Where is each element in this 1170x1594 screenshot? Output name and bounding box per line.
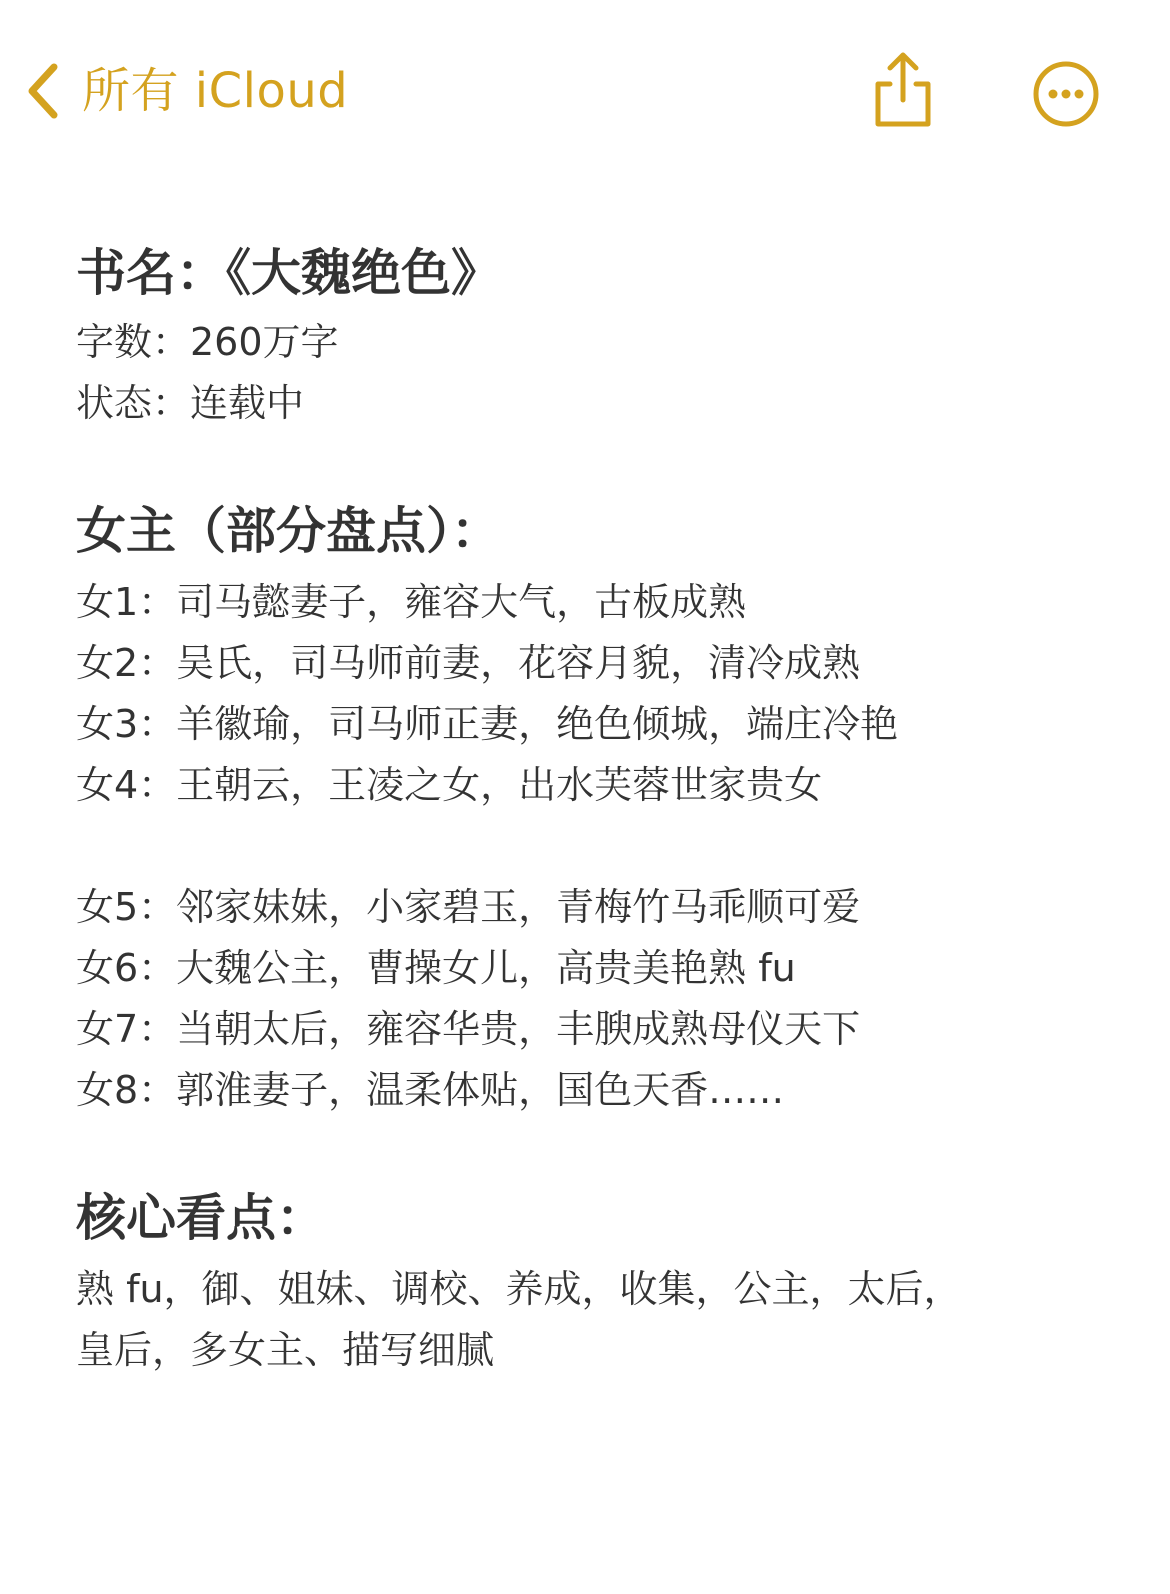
- heroine-line: 女8：郭淮妻子，温柔体贴，国色天香……: [76, 1068, 785, 1112]
- highlights-heading: 核心看点：: [76, 1189, 326, 1247]
- heroine-line: 女7：当朝太后，雍容华贵，丰腴成熟母仪天下: [76, 1007, 861, 1051]
- note-body[interactable]: [76, 238, 1096, 1381]
- heroine-line: 女2：吴氏，司马师前妻，花容月貌，清冷成熟: [76, 641, 861, 685]
- heroine-line: 女6：大魏公主，曹操女儿，高贵美艳熟 fu: [76, 946, 796, 990]
- status: 状态：连载中: [76, 381, 305, 425]
- back-button[interactable]: [24, 58, 348, 124]
- navigation-bar: [0, 0, 1170, 180]
- share-button[interactable]: [870, 50, 936, 130]
- heroines-heading: 女主（部分盘点）：: [76, 502, 501, 560]
- highlights-line: 熟 fu，御、姐妹、调校、养成，收集，公主，太后，: [76, 1267, 962, 1311]
- more-icon: [1030, 58, 1102, 130]
- heroine-line: 女3：羊徽瑜，司马师正妻，绝色倾城，端庄冷艳: [76, 702, 899, 746]
- word-count: 字数：260万字: [76, 320, 339, 364]
- heroine-line: 女1：司马懿妻子，雍容大气，古板成熟: [76, 580, 747, 624]
- heroine-line: 女5：邻家妹妹，小家碧玉，青梅竹马乖顺可爱: [76, 885, 861, 929]
- back-label: 所有 iCloud: [82, 63, 349, 119]
- chevron-left-icon: [24, 61, 60, 121]
- heroine-line: 女4：王朝云，王凌之女，出水芙蓉世家贵女: [76, 763, 823, 807]
- share-icon: [870, 50, 936, 130]
- highlights-line: 皇后，多女主、描写细腻: [76, 1328, 495, 1372]
- more-button[interactable]: [1030, 58, 1102, 130]
- book-title: 书名：《大魏绝色》: [76, 244, 501, 302]
